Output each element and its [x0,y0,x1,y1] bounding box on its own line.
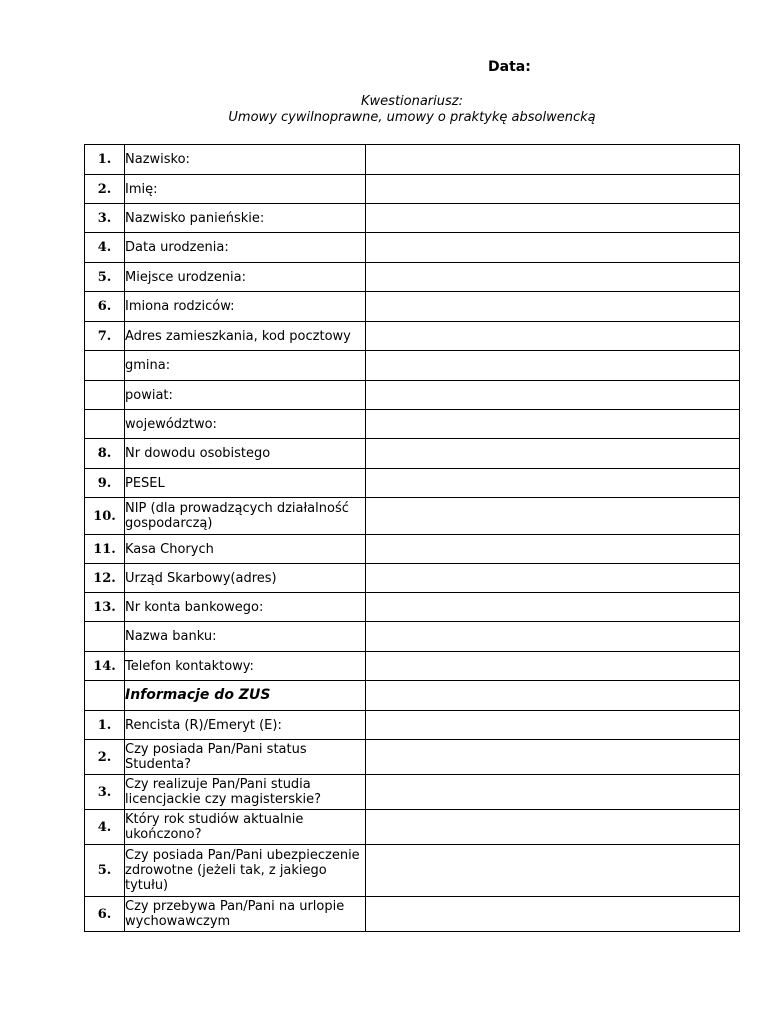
answer-field[interactable] [366,439,740,469]
answer-field[interactable] [366,322,740,351]
answer-field[interactable] [366,740,740,775]
field-label: Imiona rodziców: [125,292,366,322]
answer-field[interactable] [366,175,740,204]
field-label: Data urodzenia: [125,233,366,263]
field-label: Telefon kontaktowy: [125,652,366,681]
row-number: 12. [85,564,125,593]
answer-field[interactable] [366,845,740,897]
table-row [85,897,740,932]
table-row [85,381,740,410]
row-number: 6. [85,897,125,932]
answer-field[interactable] [366,810,740,845]
table-row [85,145,740,175]
table-row [85,322,740,351]
field-label: Adres zamieszkania, kod pocztowy [125,322,366,351]
field-label: PESEL [125,469,366,498]
field-label: NIP (dla prowadzących działalność gospodarczą) [125,498,366,535]
row-number [85,351,125,381]
table-row [85,498,740,535]
table-row [85,652,740,681]
row-number [85,381,125,410]
field-label: Kasa Chorych [125,535,366,564]
row-number: 11. [85,535,125,564]
row-number: 8. [85,439,125,469]
table-row [85,810,740,845]
field-label: Czy posiada Pan/Pani ubezpieczenie zdrowotne (jeżeli tak, z jakiego tytułu) [125,845,366,897]
field-label: Który rok studiów aktualnie ukończono? [125,810,366,845]
section-heading-zus: Informacje do ZUS [125,681,366,711]
field-label: Imię: [125,175,366,204]
table-row [85,593,740,622]
field-label: Nr dowodu osobistego [125,439,366,469]
row-number: 14. [85,652,125,681]
table-row [85,439,740,469]
field-label: Czy przebywa Pan/Pani na urlopie wychowawczym [125,897,366,932]
answer-field[interactable] [366,410,740,439]
answer-field[interactable] [366,233,740,263]
table-row [85,681,740,711]
answer-field [366,681,740,711]
answer-field[interactable] [366,263,740,292]
row-number: 13. [85,593,125,622]
answer-field[interactable] [366,711,740,740]
row-number [85,622,125,652]
answer-field[interactable] [366,381,740,410]
table-row [85,263,740,292]
field-label: Nazwa banku: [125,622,366,652]
field-label: Urząd Skarbowy(adres) [125,564,366,593]
answer-field[interactable] [366,652,740,681]
row-number: 7. [85,322,125,351]
table-row [85,204,740,233]
table-row [85,469,740,498]
table-row [85,845,740,897]
answer-field[interactable] [366,498,740,535]
table-row [85,292,740,322]
table-row [85,535,740,564]
field-label: Czy realizuje Pan/Pani studia licencjackie czy magisterskie? [125,775,366,810]
answer-field[interactable] [366,351,740,381]
date-label: Data: [488,59,531,75]
row-number: 3. [85,204,125,233]
row-number: 2. [85,175,125,204]
table-row [85,233,740,263]
row-number [85,410,125,439]
row-number: 6. [85,292,125,322]
field-label: Nazwisko: [125,145,366,175]
field-label: województwo: [125,410,366,439]
answer-field[interactable] [366,204,740,233]
row-number [85,681,125,711]
field-label: Nazwisko panieńskie: [125,204,366,233]
document-subtitle: Umowy cywilnoprawne, umowy o praktykę absolwencką [228,110,596,125]
answer-field[interactable] [366,292,740,322]
document-title: Kwestionariusz: [361,94,463,109]
row-number: 4. [85,233,125,263]
answer-field[interactable] [366,775,740,810]
field-label: Miejsce urodzenia: [125,263,366,292]
field-label: Nr konta bankowego: [125,593,366,622]
table-row [85,175,740,204]
row-number: 1. [85,711,125,740]
field-label: Rencista (R)/Emeryt (E): [125,711,366,740]
row-number: 5. [85,845,125,897]
field-label: powiat: [125,381,366,410]
row-number: 5. [85,263,125,292]
answer-field[interactable] [366,535,740,564]
answer-field[interactable] [366,897,740,932]
answer-field[interactable] [366,145,740,175]
questionnaire-table [84,144,740,932]
table-row [85,622,740,652]
field-label: Czy posiada Pan/Pani status Studenta? [125,740,366,775]
table-row [85,740,740,775]
table-row [85,564,740,593]
answer-field[interactable] [366,469,740,498]
row-number: 2. [85,740,125,775]
row-number: 4. [85,810,125,845]
answer-field[interactable] [366,593,740,622]
field-label: gmina: [125,351,366,381]
row-number: 3. [85,775,125,810]
table-row [85,711,740,740]
table-row [85,775,740,810]
row-number: 10. [85,498,125,535]
table-row [85,410,740,439]
answer-field[interactable] [366,622,740,652]
row-number: 1. [85,145,125,175]
table-row [85,351,740,381]
row-number: 9. [85,469,125,498]
answer-field[interactable] [366,564,740,593]
